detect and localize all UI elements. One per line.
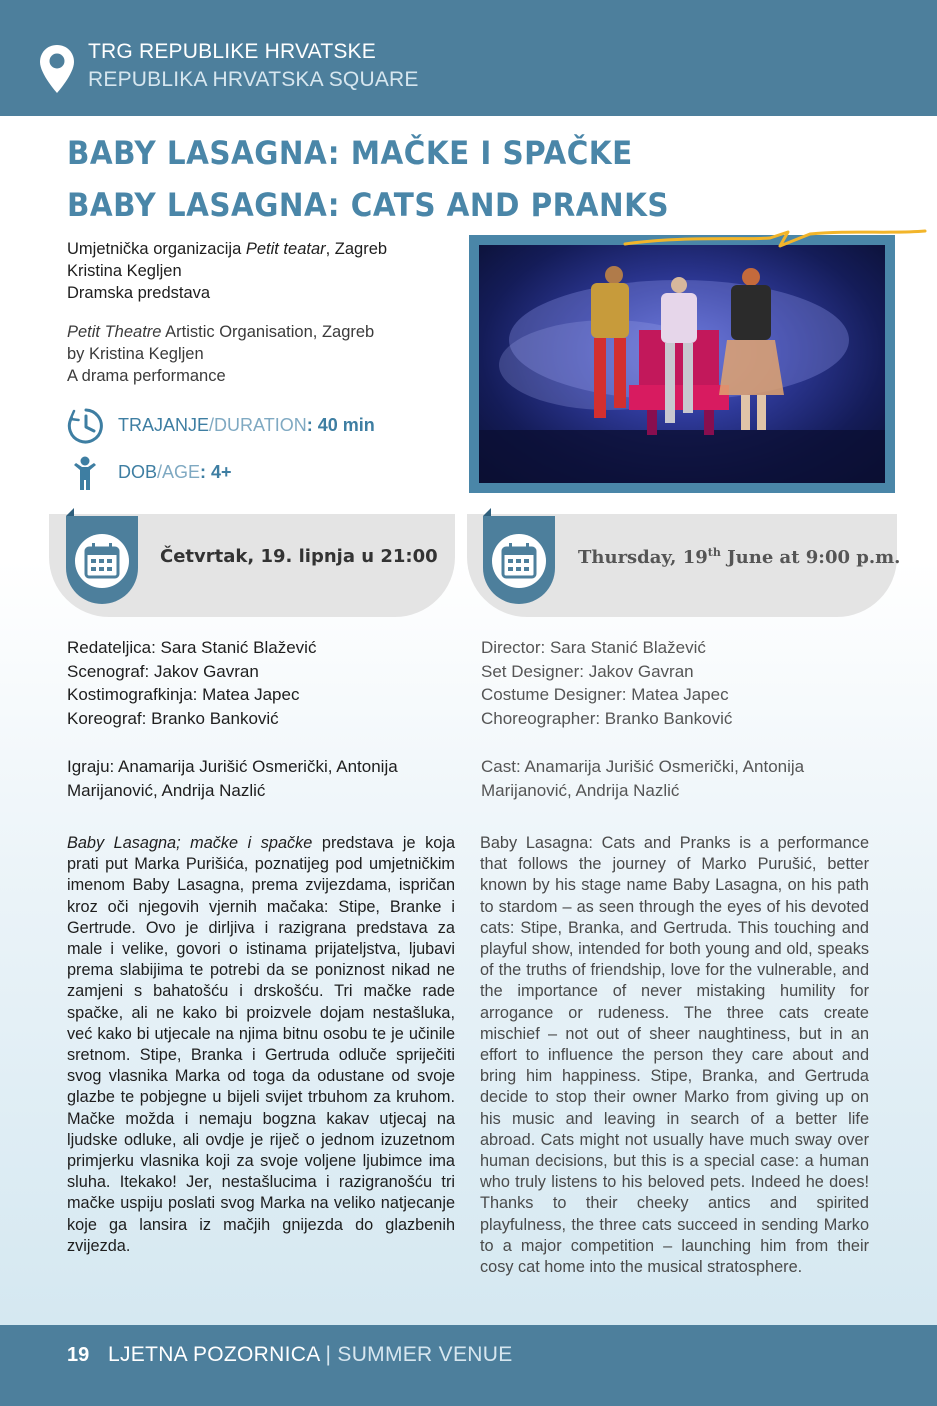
age-value: 4+ [211, 462, 232, 482]
info-hr [67, 238, 387, 304]
child-icon [67, 456, 103, 492]
description-hr: Baby Lasagna; mačke i spačke predstava je koja prati put Marka Purišića, poznatijeg pod umjetničkim imenom Baby Lasagna, prema zvijezdama, ispričan kroz oči njegovih vjernih mačaka: Stipe, Branke i Gertrude. Ovo je dirljiva i razigrana predstava za male i velike, govori o istinama prijateljstva, ljubavi prema slabijima te potrebi da se poniznost nikad ne zamjeni s bahatošću i drskošću. Tri mačke rade spačke, ali ne kako bi proizvele dojam nestašluka, već kako bi utjecale na njima bitnu osobu te je učinile sretnom. Stipe, Branka i Gertruda odluče spriječiti svog vlasnika Marka od toga da odustane od svoje glazbe te pobjegne u bijeli svijet trbuhom za kruhom. Mačke možda i nemaju bogzna kakav utjecaj na ljudske odluke, ali ovdje je riječ o jednom izuzetnom primjerku vlasnika koji za svoje voljene ljubimce ima sluha. Itekako! Jer, nestašlucima i razigranošću tri mačke uspiju poslati svog Marka na veliko natjecanje koje ga lansira iz mačjih gnijezda do glazbenih zvijezda. [67, 834, 455, 1255]
description-title-hr: Baby Lasagna; mačke i spačke [67, 834, 313, 852]
clock-icon [67, 406, 105, 446]
description-en: Baby Lasagna: Cats and Pranks is a performance that follows the journey of Marko Purušić, better known by his stage name Baby Lasagna, on his path to stardom – as seen through the eyes of his devoted cats: Stipe, Branka, and Gertruda. This touching and playful show, intended for both young and old, speaks of the truths of friendship, love for the vulnerable, and the importance of never mistaking humility for arrogance or rudeness. The three cats create mischief – not out of sheer naughtiness, but in an effort to influence the person they care about and bring him happiness. Stipe, Branka, and Gertruda decide to stop their owner Marko from giving up on his music and leaving in search of a better life abroad. Cats might not usually have much sway over human decisions, but this is a special case: a human who truly listens to his beloved pets. Indeed he does! Thanks to their cheeky antics and spirited playfulness, the three cats succeed in sending Marko to a major competition – launching him from their cosy cat home into the musical stratosphere. [480, 834, 869, 1277]
crew-list-hr [67, 636, 316, 730]
duration-label-en: DURATION [214, 415, 307, 435]
decorative-scribble [620, 226, 930, 256]
crew-item: Director: Sara Stanić Blažević [481, 638, 706, 657]
show-title-en: BABY LASAGNA: CATS AND PRANKS [67, 186, 670, 224]
age-label-hr: DOB [118, 462, 158, 482]
page-footer [0, 1325, 937, 1406]
crew-item: Set Designer: Jakov Gavran [481, 661, 694, 681]
organisation-line-hr: Umjetnička organizacija Petit teatar, Zagreb [67, 240, 388, 258]
organisation-line-en: Petit Theatre Artistic Organisation, Zagreb [67, 323, 375, 341]
crew-item: Koreograf: Branko Banković [67, 708, 279, 728]
calendar-badge-hr [64, 508, 140, 604]
duration-label-hr: TRAJANJE [118, 415, 210, 435]
crew-item: Redateljica: Sara Stanić Blažević [67, 638, 317, 657]
cast-hr: Igraju: Anamarija Jurišić Osmerički, Antonija Marijanović, Andrija Nazlić [67, 757, 398, 800]
genre-hr: Dramska predstava [67, 284, 211, 302]
venue-name-en: REPUBLIKA HRVATSKA SQUARE [88, 68, 419, 91]
author-hr: Kristina Kegljen [67, 262, 182, 280]
date-en: Thursday, 19th June at 9:00 p.m. [578, 546, 901, 568]
crew-item: Choreographer: Branko Banković [481, 708, 733, 728]
duration-value: 40 min [317, 415, 375, 435]
page-number: 19 [67, 1344, 90, 1366]
genre-en: A drama performance [67, 367, 226, 385]
show-title-hr: BABY LASAGNA: MAČKE I SPAČKE [67, 134, 633, 172]
page-header [0, 0, 937, 116]
crew-item: Scenograf: Jakov Gavran [67, 661, 259, 681]
location-pin-icon [39, 44, 75, 94]
show-photo [479, 245, 885, 483]
section-name: LJETNA POZORNICA | SUMMER VENUE [108, 1343, 513, 1366]
show-photo-frame [469, 235, 895, 493]
crew-item: Costume Designer: Matea Japec [481, 685, 729, 704]
info-en [67, 321, 374, 387]
calendar-badge-en [481, 508, 557, 604]
cast-en: Cast: Anamarija Jurišić Osmerički, Antonija Marijanović, Andrija Nazlić [481, 757, 805, 800]
venue-name-hr: TRG REPUBLIKE HRVATSKE [88, 40, 376, 63]
age-label-en: AGE [162, 462, 201, 482]
author-en: by Kristina Kegljen [67, 345, 204, 363]
crew-item: Kostimografkinja: Matea Japec [67, 685, 300, 704]
date-hr: Četvrtak, 19. lipnja u 21:00 [160, 546, 438, 567]
crew-list-en [481, 636, 732, 730]
